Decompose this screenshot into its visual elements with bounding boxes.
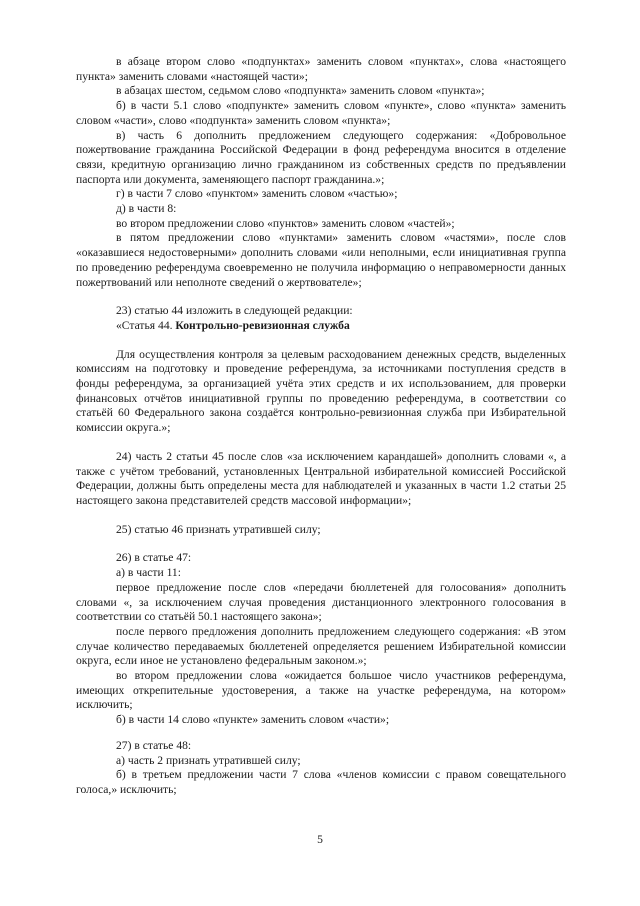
paragraph: б) в части 5.1 слово «подпункте» заменить словом «пункте», слово «пункта» заменить словом «части», слово «подпункта» заменить словом «пункта»; [76,99,566,127]
paragraph: первое предложение после слов «передачи бюллетеней для голосования» дополнить словами «, за исключением случая проведения дистанционного электронного голосования в соответствии со статьёй 50.1 настоящего закона»; [76,580,566,624]
paragraph: 27) в статье 48: [116,738,192,752]
page-number: 5 [317,833,323,846]
paragraph: а) в части 11: [116,566,181,580]
paragraph: 26) в статье 47: [116,551,192,565]
paragraph: в пятом предложении слово «пунктами» заменить словом «частями», после слов «оказавшиеся недостоверными» дополнить словами «или неполными, если инициативная группа по проведению референдума своевременно не получила информацию о неправомерности данных пожертвований или неполноте сведений о жертвователе»; [76,231,566,289]
article-heading [76,319,566,334]
paragraph: в) часть 6 дополнить предложением следующего содержания: «Добровольное пожертвование гражданина Российской Федерации в фонд референдума вносится в отделение связи, кредитную организацию лично гражданином из собственных средств по предъявлении паспорта или документа, заменяющего паспорт гражданина.»; [76,128,566,186]
article-heading-prefix: «Статья 44. [116,318,176,332]
paragraph: во втором предложении слова «ожидается большое число участников референдума, имеющих открепительные удостоверения, а также на участке референдума, на котором» исключить; [76,669,566,712]
paragraph: 25) статью 46 признать утратившей силу; [116,522,321,536]
document-body [76,55,566,798]
paragraph: в абзаце втором слово «подпунктах» заменить словом «пунктах», слова «настоящего пункта» заменить словами «настоящей части»; [76,55,566,83]
paragraph: после первого предложения дополнить предложением следующего содержания: «В этом случае количество передаваемых бюллетеней определяется решением Избирательной комиссии округа, если иное не установлено федеральным законом.»; [76,624,566,668]
paragraph: г) в части 7 слово «пунктом» заменить словом «частью»; [116,187,398,201]
paragraph: б) в части 14 слово «пункте» заменить словом «части»; [116,713,390,727]
paragraph: 23) статью 44 изложить в следующей редакции: [116,304,353,318]
paragraph: д) в части 8: [116,202,177,216]
paragraph: 24) часть 2 статьи 45 после слов «за исключением карандашей» дополнить словами «, а также с учётом требований, установленных Центральной избирательной комиссией Российской Федерации, должны быть определены места для наблюдателей и указанных в части 1.2 статьи 25 настоящего закона представителей средств массовой информации»; [76,449,566,507]
paragraph: во втором предложении слово «пунктов» заменить словом «частей»; [116,216,455,230]
paragraph: Для осуществления контроля за целевым расходованием денежных средств, выделенных комиссиям на подготовку и проведение референдума, за источниками поступления средств в фонды референдума, за организацией учёта этих средств и их использованием, для проверки финансовых отчётов инициативной группы по проведению референдума, в соответствии со статьёй 60 Федерального закона создаётся контрольно-ревизионная служба при Избирательной комиссии округа.»; [76,347,566,435]
article-heading-title: Контрольно-ревизионная служба [175,318,350,332]
paragraph: а) часть 2 признать утратившей силу; [116,753,301,767]
paragraph: в абзацах шестом, седьмом слово «подпункта» заменить словом «пункта»; [116,84,485,98]
paragraph: б) в третьем предложении части 7 слова «членов комиссии с правом совещательного голоса,» исключить; [76,768,566,796]
